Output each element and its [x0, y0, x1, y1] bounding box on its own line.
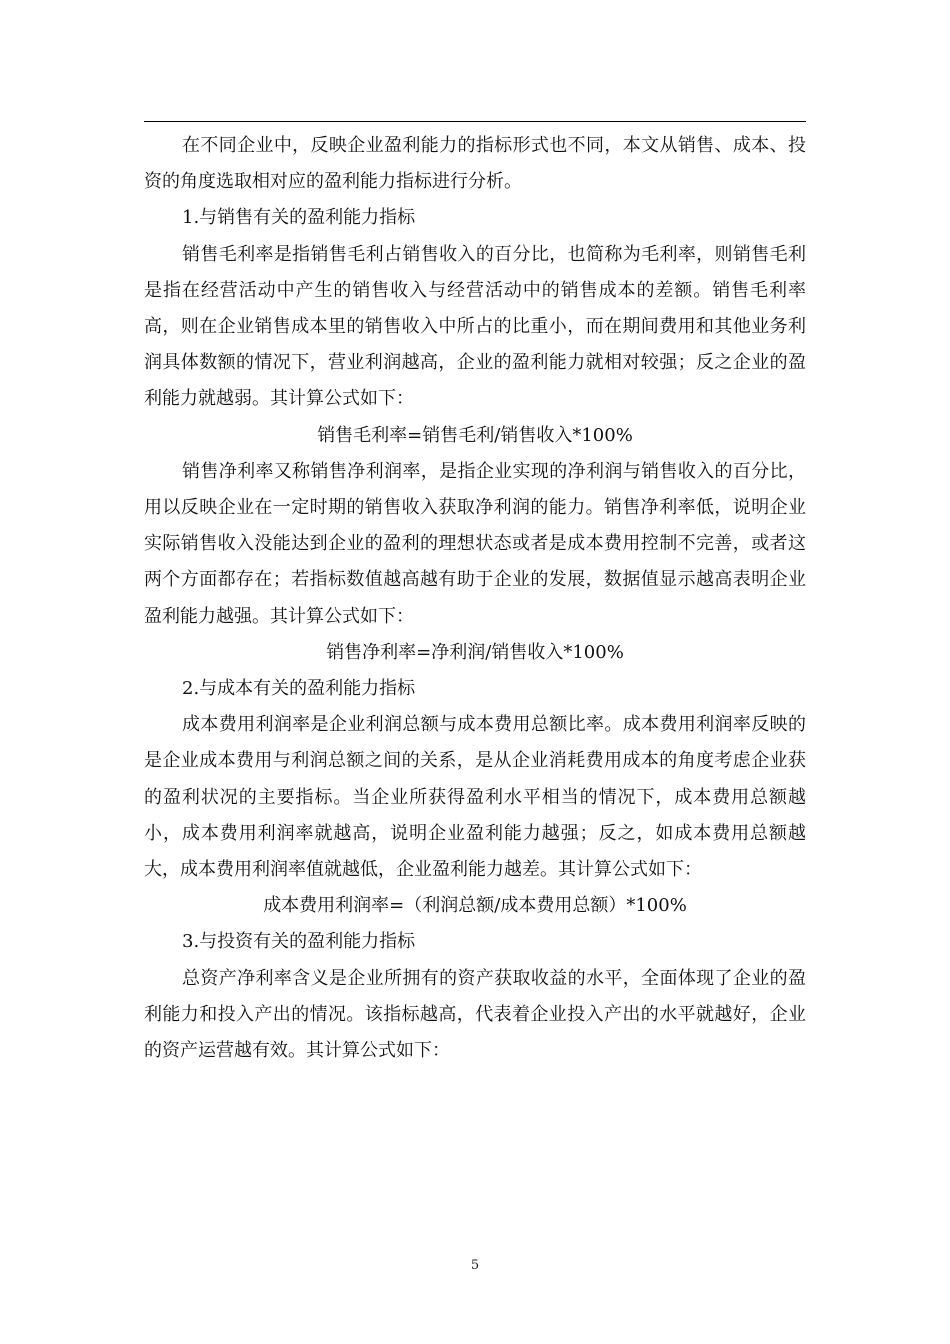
section-heading-cost: 2.与成本有关的盈利能力指标: [182, 678, 416, 700]
paragraph-return-on-assets: 总资产净利率含义是企业所拥有的资产获取收益的水平，全面体现了企业的盈利能力和投入产出的情况。该指标越高，代表着企业投入产出的水平就越好，企业的资产运营越有效。其计算公式如下：: [144, 967, 806, 1062]
paragraph-gross-margin: 销售毛利率是指销售毛利占销售收入的百分比，也简称为毛利率，则销售毛利是指在经营活动中产生的销售收入与经营活动中的销售成本的差额。销售毛利率高，则在企业销售成本里的销售收入中所占的比重小，而在期间费用和其他业务利润具体数额的情况下，营业利润越高，企业的盈利能力就相对较强；反之企业的盈利能力就越弱。其计算公式如下：: [144, 243, 806, 410]
section-heading-investment: 3.与投资有关的盈利能力指标: [182, 931, 416, 953]
paragraph-intro: 在不同企业中，反映企业盈利能力的指标形式也不同，本文从销售、成本、投资的角度选取相对应的盈利能力指标进行分析。: [144, 135, 806, 193]
document-body: [144, 128, 806, 1069]
formula-gross-margin: 销售毛利率=销售毛利/销售收入*100%: [317, 424, 633, 446]
formula-net-margin: 销售净利率=净利润/销售收入*100%: [326, 641, 624, 663]
header-rule: [144, 121, 806, 122]
paragraph-cost-profit-ratio: 成本费用利润率是企业利润总额与成本费用总额比率。成本费用利润率反映的是企业成本费用与利润总额之间的关系，是从企业消耗费用成本的角度考虑企业获的盈利状况的主要指标。当企业所获得盈利水平相当的情况下，成本费用总额越小，成本费用利润率就越高，说明企业盈利能力越强；反之，如成本费用总额越大，成本费用利润率值就越低，企业盈利能力越差。其计算公式如下：: [144, 714, 806, 881]
formula-cost-profit-ratio: 成本费用利润率=（利润总额/成本费用总额）*100%: [263, 895, 687, 917]
section-heading-sales: 1.与销售有关的盈利能力指标: [182, 207, 416, 229]
page-number: 5: [470, 1258, 480, 1273]
paragraph-net-margin: 销售净利率又称销售净利润率，是指企业实现的净利润与销售收入的百分比，用以反映企业在一定时期的销售收入获取净利润的能力。销售净利率低，说明企业实际销售收入没能达到企业的盈利的理想状态或者是成本费用控制不完善，或者这两个方面都存在；若指标数值越高越有助于企业的发展，数据值显示越高表明企业盈利能力越强。其计算公式如下：: [144, 460, 806, 627]
